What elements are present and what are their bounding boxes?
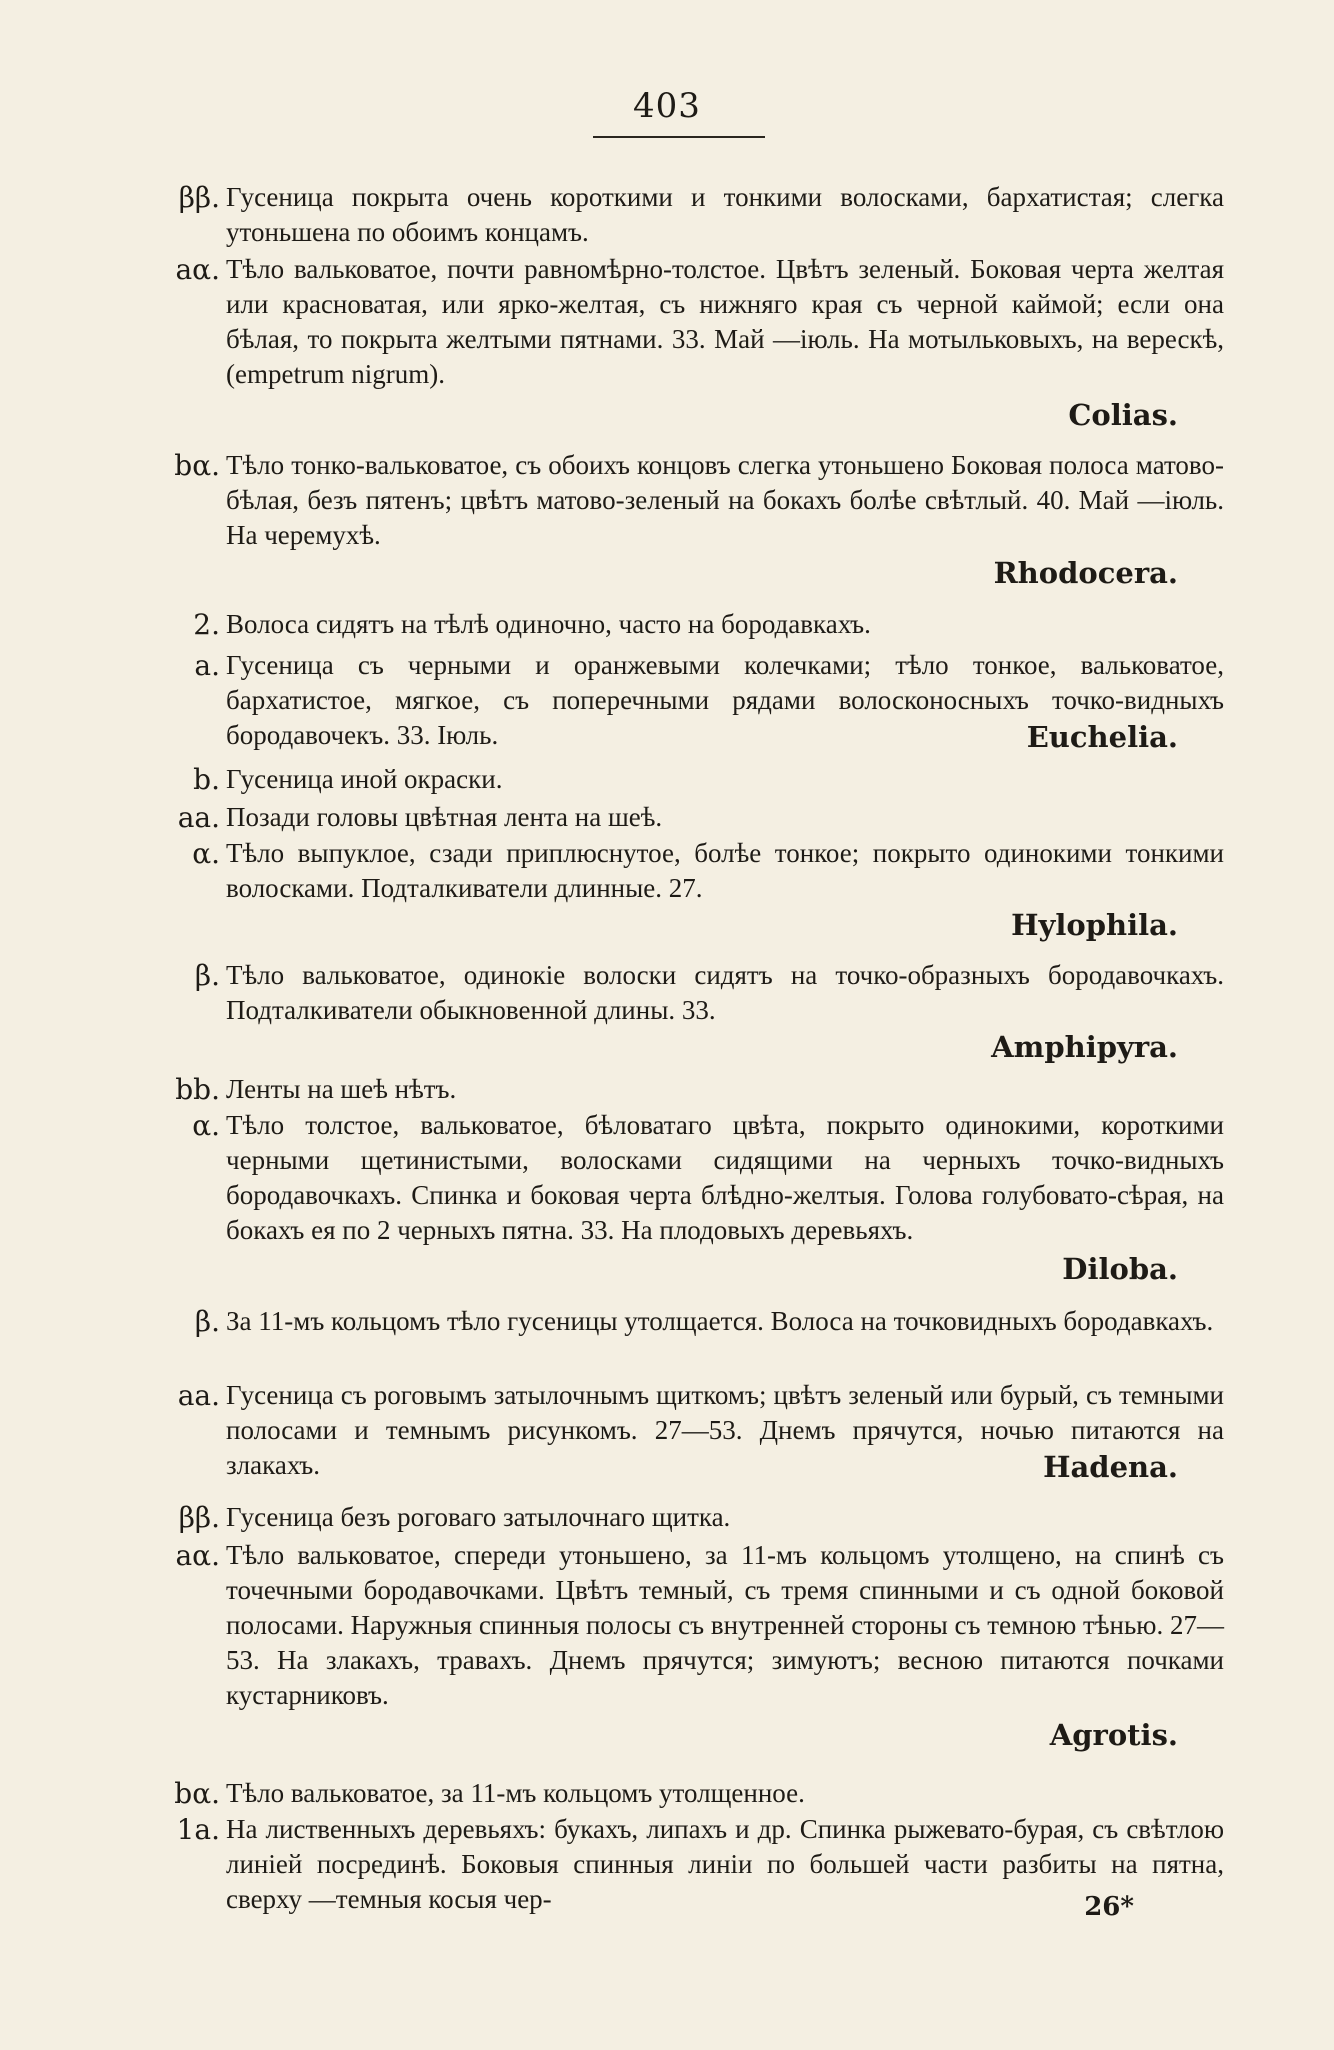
entry-marker: ββ. bbox=[178, 181, 220, 214]
entry-text: Гусеница иной окраски. bbox=[226, 764, 503, 794]
genus-name: Diloba. bbox=[1062, 1252, 1178, 1286]
entry-text: Волоса сидятъ на тѣлѣ одиночно, часто на бородавкахъ. bbox=[226, 609, 871, 639]
entry-text: За 11-мъ кольцомъ тѣло гусеницы утолщается. Волоса на точковидныхъ бородавкахъ. bbox=[226, 1306, 1214, 1336]
entry-marker: ββ. bbox=[178, 1501, 220, 1534]
entry-marker: 2. bbox=[193, 608, 220, 641]
entry-text: Тѣло вальковатое, одинокіе волоски сидятъ на точко-образныхъ бородавочкахъ. Подталкиватели обыкновенной длины. 33. bbox=[226, 960, 1224, 1025]
entry-text: Гусеница съ черными и оранжевыми колечками; тѣло тонкое, вальковатое, бархатистое, мягкое, съ поперечными рядами волосконосныхъ точко-видныхъ бородавочекъ. 33. Іюль. bbox=[226, 650, 1224, 750]
entry-text: Гусеница съ роговымъ затылочнымъ щиткомъ; цвѣтъ зеленый или бурый, съ темными полосами и темнымъ рисункомъ. 27—53. Днемъ прячутся, ночью питаются на злакахъ. bbox=[226, 1380, 1224, 1480]
genus-name: Amphipyra. bbox=[991, 1030, 1178, 1064]
genus-name: Agrotis. bbox=[1049, 1718, 1178, 1752]
entry-marker: aα. bbox=[175, 253, 220, 286]
entry-text: Гусеница покрыта очень короткими и тонкими волосками, бархатистая; слегка утоньшена по обоимъ концамъ. bbox=[226, 182, 1224, 247]
entry-marker: bα. bbox=[174, 449, 220, 482]
entry-text: Позади головы цвѣтная лента на шеѣ. bbox=[226, 802, 663, 832]
genus-name: Euchelia. bbox=[1026, 720, 1178, 754]
entry-text: Тѣло вальковатое, за 11-мъ кольцомъ утолщенное. bbox=[226, 1778, 805, 1808]
entry-marker: α. bbox=[192, 1109, 220, 1142]
entry-text: На лиственныхъ деревьяхъ: букахъ, липахъ и др. Спинка рыжевато-бурая, съ свѣтлою линіей посрединѣ. Боковыя спинныя линіи по большей части разбиты на пятна, сверху —темныя косыя чер- bbox=[226, 1814, 1224, 1914]
entry-marker: 1a. bbox=[176, 1813, 220, 1846]
genus-name: Hylophila. bbox=[1011, 908, 1178, 942]
genus-name: Rhodocera. bbox=[993, 556, 1178, 590]
printer-signature: 26* bbox=[1084, 1892, 1134, 1922]
entry-text: Тѣло вальковатое, спереди утоньшено, за 11-мъ кольцомъ утолщено, на спинѣ съ точечными бородавочками. Цвѣтъ темный, съ тремя спинными и съ одной боковой полосами. Наружныя спинныя полосы съ внутренней стороны съ темною тѣнью. 27—53. На злакахъ, травахъ. Днемъ прячутся; зимуютъ; весною питаются почками кустарниковъ. bbox=[226, 1540, 1224, 1710]
entry-text: Тѣло выпуклое, сзади приплюснутое, болѣе тонкое; покрыто одинокими тонкими волосками. Подталкиватели длинные. 27. bbox=[226, 838, 1224, 903]
entry-marker: β. bbox=[194, 959, 220, 992]
entry-text: Тѣло вальковатое, почти равномѣрно-толстое. Цвѣтъ зеленый. Боковая черта желтая или красноватая, или ярко-желтая, съ нижняго края съ черной каймой; если она бѣлая, то покрыта желтыми пятнами. 33. Май —іюль. На мотыльковыхъ, на верескѣ, (empetrum nigrum). bbox=[226, 254, 1224, 389]
entry-marker: bα. bbox=[174, 1777, 220, 1810]
entry-marker: aa. bbox=[177, 801, 220, 834]
entry-text: Ленты на шеѣ нѣтъ. bbox=[226, 1074, 457, 1104]
entry-text: Тѣло тонко-вальковатое, съ обоихъ концовъ слегка утоньшено Боковая полоса матово-бѣлая, безъ пятенъ; цвѣтъ матово-зеленый на бокахъ болѣе свѣтлый. 40. Май —іюль. На черемухѣ. bbox=[226, 450, 1224, 550]
entry-marker: α. bbox=[192, 837, 220, 870]
entry-marker: b. bbox=[193, 763, 220, 796]
page-number: 403 bbox=[633, 86, 701, 126]
genus-name: Hadena. bbox=[1043, 1450, 1178, 1484]
entry-marker: aa. bbox=[177, 1379, 220, 1412]
entry-text: Тѣло толстое, вальковатое, бѣловатаго цвѣта, покрыто одинокими, короткими черными щетинистыми, волосками сидящими на черныхъ точко-видныхъ бородавочкахъ. Спинка и боковая черта блѣдно-желтыя. Голова голубовато-сѣрая, на бокахъ ея по 2 черныхъ пятна. 33. На плодовыхъ деревьяхъ. bbox=[226, 1110, 1224, 1245]
header-rule bbox=[593, 136, 765, 138]
entry-marker: a. bbox=[194, 649, 220, 682]
genus-name: Colias. bbox=[1068, 398, 1178, 432]
entry-marker: aα. bbox=[175, 1539, 220, 1572]
entry-marker: bb. bbox=[175, 1073, 220, 1106]
entry-text: Гусеница безъ роговаго затылочнаго щитка. bbox=[226, 1502, 731, 1532]
entry-marker: β. bbox=[194, 1305, 220, 1338]
